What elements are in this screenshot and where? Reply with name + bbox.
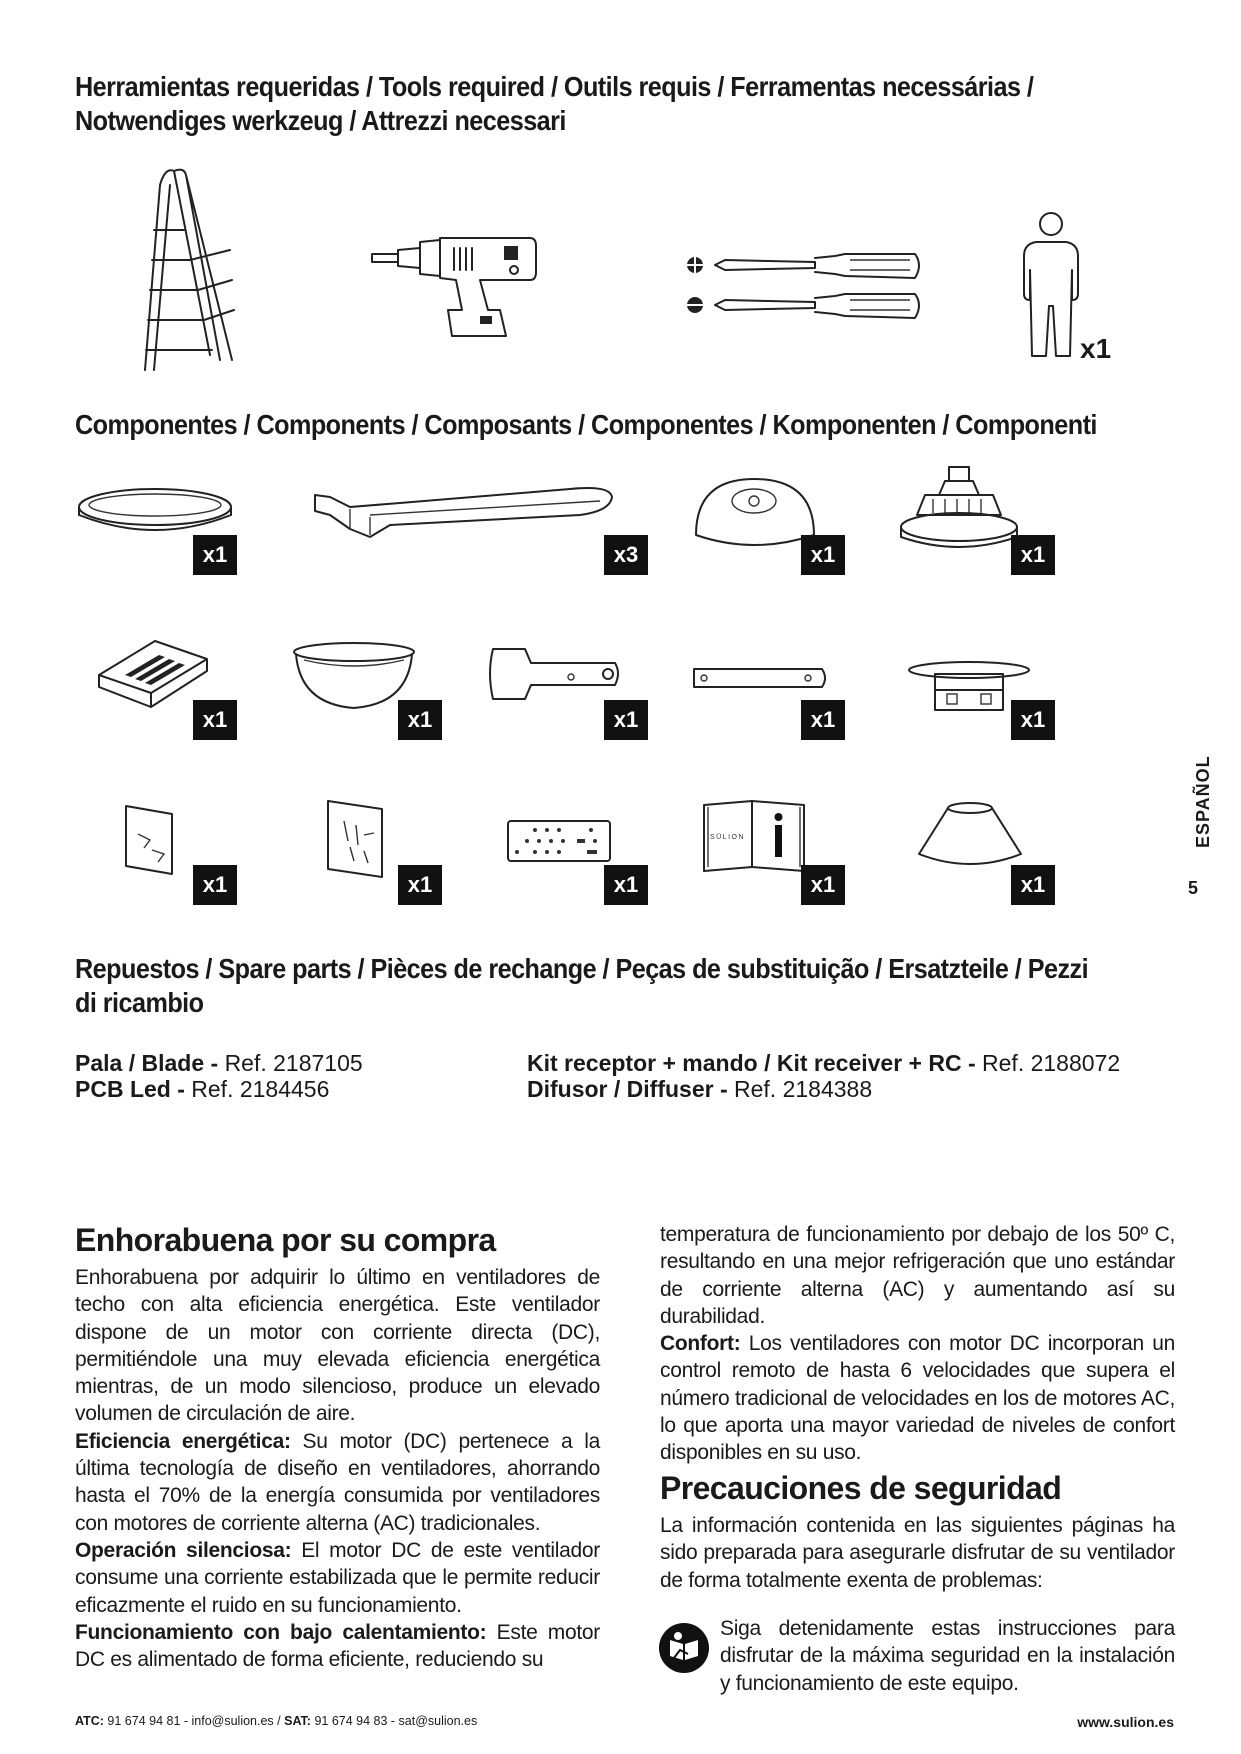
manual-brand: SŪLION: [710, 834, 746, 841]
page-number: 5: [1188, 878, 1199, 898]
manual-icon: [700, 795, 810, 875]
spare-receiver-kit: Kit receptor + mando / Kit receiver + RC - Ref. 2188072: [527, 1050, 1121, 1076]
low-heating: Funcionamiento con bajo calentamiento: Este motor DC es alimentado de forma eficiente, reduciendo su: [75, 1620, 600, 1672]
hardware-bag-1-qty: x1: [193, 865, 237, 905]
intro-title: Enhorabuena por su compra: [75, 1222, 496, 1258]
blade-icon: [310, 485, 620, 545]
person-quantity: x1: [1080, 333, 1112, 364]
remote-control-qty: x1: [604, 865, 648, 905]
spare-blade: Pala / Blade - Ref. 2187105: [75, 1050, 363, 1076]
spare-diffuser: Difusor / Diffuser - Ref. 2184388: [527, 1076, 873, 1102]
read-manual-icon: [658, 1622, 710, 1674]
receiver-qty: x1: [193, 700, 237, 740]
bracket-qty: x1: [1011, 700, 1055, 740]
low-heating-continued: temperatura de funcionamiento por debajo de los 50º C, resultando en una mejor refrigeración que uno estándar de corriente alterna (AC) y aumentando así su durabilidad.: [660, 1223, 1175, 1328]
motor-qty: x1: [1011, 535, 1055, 575]
bowl-qty: x1: [398, 700, 442, 740]
downrod-qty: x1: [801, 700, 845, 740]
hardware-bag-1-icon: [120, 800, 180, 880]
ring-icon: [75, 485, 235, 535]
spares-heading: [75, 952, 1088, 1020]
remote-control-icon: [505, 818, 615, 866]
spare-pcb-led: PCB Led - Ref. 2184456: [75, 1076, 330, 1102]
canopy-qty: x1: [801, 535, 845, 575]
intro-paragraph: Enhorabuena por adquirir lo último en ventiladores de techo con alta eficiencia energética. Este ventilador dispone de un motor con corriente directa (DC), permitiéndole una muy elevada eficiencia energética mientras, de un modo silencioso, produce un elevado volumen de circulación de aire.: [75, 1266, 600, 1426]
blade-qty: x3: [604, 535, 648, 575]
diffuser-icon: [915, 800, 1025, 870]
blade-arm-qty: x1: [604, 700, 648, 740]
ring-qty: x1: [193, 535, 237, 575]
intro-body: [75, 1264, 600, 1673]
silent-operation: Operación silenciosa: El motor DC de este ventilador consume una corriente estabilizada que le permite reducir eficazmente el ruido en su funcionamiento.: [75, 1538, 600, 1617]
spares-heading-line1: Repuestos / Spare parts / Pièces de rechange / Peças de substituição / Ersatzteile / Pezzi: [75, 953, 1089, 984]
footer-website[interactable]: www.sulion.es: [1077, 1714, 1174, 1730]
energy-efficiency: Eficiencia energética: Su motor (DC) pertenece a la última tecnología de diseño en ventiladores, ahorrando hasta el 70% de la energía consumida por ventiladores con motores de corriente alterna (AC) tradicionales.: [75, 1429, 601, 1535]
drill-icon: [370, 232, 540, 342]
tools-heading-line1: Herramientas requeridas / Tools required / Outils requis / Ferramentas necessárias /: [75, 71, 1034, 102]
components-heading: Componentes / Components / Composants / Componentes / Komponenten / Componenti: [75, 409, 1097, 440]
receiver-icon: [95, 635, 215, 710]
safety-title: Precauciones de seguridad: [660, 1470, 1062, 1506]
safety-note: Siga detenidamente estas instrucciones para disfrutar de la máxima seguridad en la instalación y funcionamiento de este equipo.: [720, 1617, 1175, 1695]
screwdrivers-icon: [685, 250, 925, 330]
spares-heading-line2: di ricambio: [75, 987, 204, 1018]
intro-body-continued: [660, 1221, 1175, 1467]
safety-intro: [660, 1512, 1175, 1594]
motor-icon: [895, 465, 1025, 555]
tools-heading: [75, 70, 1033, 138]
comfort: Confort: Los ventiladores con motor DC incorporan un control remoto de hasta 6 velocidades que supera el número tradicional de velocidades en los de motores AC, lo que aporta una mayor variedad de niveles de confort disponibles en su uso.: [660, 1332, 1175, 1465]
hardware-bag-2-qty: x1: [398, 865, 442, 905]
ladder-icon: [140, 165, 240, 377]
tools-heading-line2: Notwendiges werkzeug / Attrezzi necessari: [75, 105, 566, 136]
blade-arm-icon: [485, 645, 625, 705]
language-tab: ESPAÑOL: [1193, 755, 1213, 848]
footer-contacts: ATC: 91 674 94 81 - info@sulion.es / SAT: 91 674 94 83 - sat@sulion.es: [75, 1714, 478, 1728]
hardware-bag-2-icon: [320, 795, 390, 885]
manual-qty: x1: [801, 865, 845, 905]
downrod-icon: [690, 665, 830, 691]
person-icon: [1018, 210, 1084, 360]
safety-paragraph: La información contenida en las siguientes páginas ha sido preparada para asegurarle disfrutar de su ventilador de forma totalmente exenta de problemas:: [660, 1514, 1175, 1592]
diffuser-qty: x1: [1011, 865, 1055, 905]
